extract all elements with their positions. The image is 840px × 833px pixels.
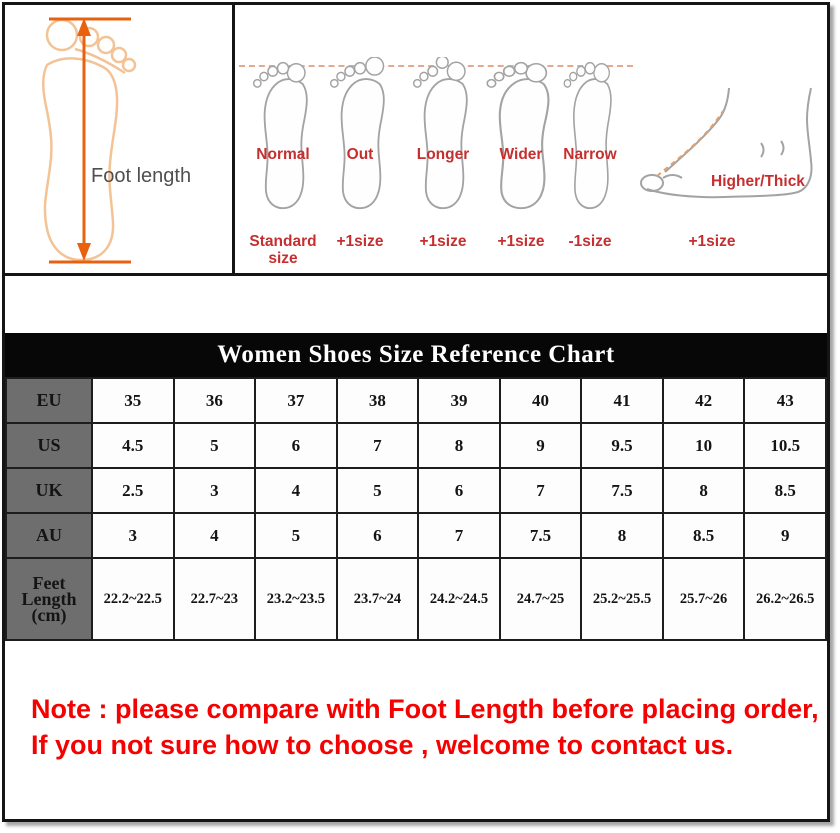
foot-measure-illustration	[5, 5, 232, 273]
foot-type-label: Higher/Thick	[711, 173, 805, 190]
table-cell: 6	[255, 423, 337, 468]
foot-illustration-longer	[410, 57, 476, 215]
table-cell: 41	[581, 378, 663, 423]
foot-illustration-normal	[250, 57, 316, 215]
table-cell: 5	[255, 513, 337, 558]
table-cell: 38	[337, 378, 419, 423]
table-cell: 24.2~24.5	[418, 558, 500, 640]
table-cell: 6	[418, 468, 500, 513]
table-cell: 8.5	[663, 513, 745, 558]
foot-size-label: +1size	[336, 233, 384, 250]
table-cell: 8.5	[744, 468, 826, 513]
size-reference-table	[5, 377, 827, 641]
table-row-eu	[6, 378, 826, 423]
table-row-uk	[6, 468, 826, 513]
section-divider-gap	[5, 276, 827, 333]
table-cell: 22.2~22.5	[92, 558, 174, 640]
table-cell: 8	[418, 423, 500, 468]
table-cell: 9	[744, 513, 826, 558]
table-cell: 22.7~23	[174, 558, 256, 640]
foot-type-label: Narrow	[563, 146, 617, 163]
table-cell: 24.7~25	[500, 558, 582, 640]
table-cell: 37	[255, 378, 337, 423]
table-cell: 5	[174, 423, 256, 468]
table-cell: 25.2~25.5	[581, 558, 663, 640]
chart-title-band	[5, 333, 827, 377]
table-cell: 23.7~24	[337, 558, 419, 640]
foot-illustration-wider	[483, 57, 559, 215]
foot-size-label: +1size	[688, 233, 736, 250]
foot-size-label: Standard size	[249, 233, 317, 267]
row-header-au: AU	[6, 513, 92, 558]
table-cell: 4.5	[92, 423, 174, 468]
note-text	[5, 691, 827, 763]
chart-title: Women Shoes Size Reference Chart	[217, 341, 615, 368]
row-header-uk: UK	[6, 468, 92, 513]
table-cell: 23.2~23.5	[255, 558, 337, 640]
table-cell: 39	[418, 378, 500, 423]
table-cell: 36	[174, 378, 256, 423]
table-cell: 7	[500, 468, 582, 513]
table-cell: 9.5	[581, 423, 663, 468]
table-row-au	[6, 513, 826, 558]
table-cell: 43	[744, 378, 826, 423]
table-cell: 35	[92, 378, 174, 423]
foot-type-label: Wider	[499, 146, 543, 163]
note-line-2: If you not sure how to choose , welcome to contact us.	[31, 730, 734, 760]
row-header-us: US	[6, 423, 92, 468]
table-cell: 5	[337, 468, 419, 513]
table-cell: 7.5	[500, 513, 582, 558]
foot-size-label: -1size	[568, 233, 612, 250]
table-cell: 2.5	[92, 468, 174, 513]
foot-type-label: Out	[346, 146, 374, 163]
foot-types-panel	[235, 5, 827, 273]
table-cell: 6	[337, 513, 419, 558]
table-cell: 9	[500, 423, 582, 468]
table-cell: 42	[663, 378, 745, 423]
foot-diagrams-section	[5, 5, 827, 276]
foot-illustration-narrow	[561, 57, 619, 215]
foot-size-label: +1size	[419, 233, 467, 250]
table-cell: 3	[174, 468, 256, 513]
table-cell: 25.7~26	[663, 558, 745, 640]
foot-size-label: +1size	[497, 233, 545, 250]
table-cell: 10.5	[744, 423, 826, 468]
foot-length-label: Foot length	[91, 165, 192, 187]
table-row-us	[6, 423, 826, 468]
row-header-feet-length: Feet Length (cm)	[6, 558, 92, 640]
foot-type-label: Longer	[416, 146, 470, 163]
table-cell: 7	[337, 423, 419, 468]
row-header-eu: EU	[6, 378, 92, 423]
table-cell: 10	[663, 423, 745, 468]
foot-length-measure-panel	[5, 5, 235, 273]
foot-illustration-side-higher	[635, 83, 825, 225]
foot-illustration-out	[327, 57, 393, 215]
table-cell: 26.2~26.5	[744, 558, 826, 640]
table-cell: 7	[418, 513, 500, 558]
table-cell: 3	[92, 513, 174, 558]
table-row-feet-length	[6, 558, 826, 640]
foot-type-label: Normal	[256, 146, 310, 163]
table-cell: 8	[663, 468, 745, 513]
table-cell: 4	[174, 513, 256, 558]
table-cell: 40	[500, 378, 582, 423]
table-cell: 8	[581, 513, 663, 558]
table-cell: 7.5	[581, 468, 663, 513]
content-frame	[2, 2, 830, 822]
table-cell: 4	[255, 468, 337, 513]
note-line-1: Note : please compare with Foot Length before placing order,	[31, 694, 819, 724]
